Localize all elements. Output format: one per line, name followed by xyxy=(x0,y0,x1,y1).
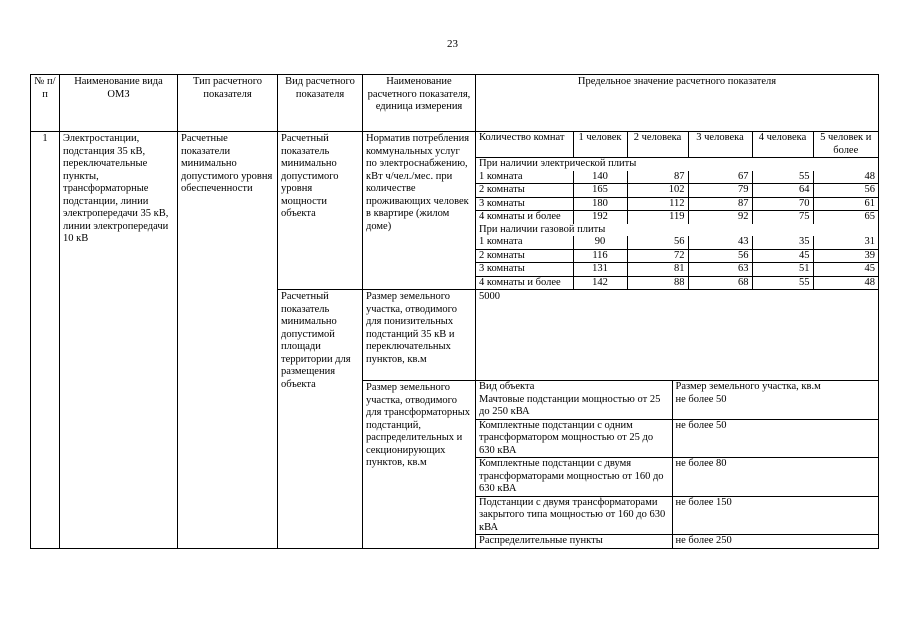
value-cell: 55 xyxy=(752,276,813,289)
table-row xyxy=(476,535,878,548)
header-omz: Наименование вида ОМЗ xyxy=(60,75,178,132)
block1-name: Норматив потребления коммунальных услуг по электроснабжению, кВт ч/чел./мес. при количестве проживающих человек в квартире (жилом доме) xyxy=(363,132,476,290)
size-cell: не более 150 xyxy=(672,496,878,535)
value-cell: 102 xyxy=(627,184,688,198)
row-num: 1 xyxy=(31,132,60,549)
row-type: Расчетные показатели минимально допустимого уровня обеспеченности xyxy=(178,132,278,549)
size-cell: не более 50 xyxy=(672,419,878,458)
value-cell: 61 xyxy=(813,197,878,211)
value-cell: 48 xyxy=(813,171,878,184)
omz-table xyxy=(30,74,879,549)
value-cell: 55 xyxy=(752,171,813,184)
value-cell: 51 xyxy=(752,263,813,277)
gas-title: При наличии газовой плиты xyxy=(479,223,606,235)
value-cell: 92 xyxy=(688,211,752,224)
object-cell: Комплектные подстанции с одним трансформатором мощностью от 25 до 630 кВА xyxy=(476,419,672,458)
rooms-cell: 3 комнаты xyxy=(476,197,573,211)
electric-title: При наличии электрической плиты xyxy=(476,158,878,171)
col-people-5: 5 человек и более xyxy=(813,132,878,158)
rooms-cell: 3 комнаты xyxy=(476,263,573,277)
block2-name-b: Размер земельного участка, отводимого для трансформаторных подстанций, распределительных и секционирующих пунктов, кв.м xyxy=(363,381,476,549)
value-cell: 165 xyxy=(573,184,627,198)
value-cell: 45 xyxy=(813,263,878,277)
value-cell: 75 xyxy=(752,211,813,224)
table-row xyxy=(476,496,878,535)
value-cell: 48 xyxy=(813,276,878,289)
value-cell: 192 xyxy=(573,211,627,224)
table-row xyxy=(476,458,878,497)
value-cell: 87 xyxy=(627,171,688,184)
value-cell: 39 xyxy=(813,249,878,263)
table-row xyxy=(476,236,878,249)
value-cell: 79 xyxy=(688,184,752,198)
rooms-cell: 2 комнаты xyxy=(476,184,573,198)
value-cell: 116 xyxy=(573,249,627,263)
gas-title-row xyxy=(476,224,878,237)
col-object: Вид объекта xyxy=(476,381,672,394)
col-people-1: 1 человек xyxy=(573,132,627,158)
header-num: № п/п xyxy=(31,75,60,132)
rooms-cell: 1 комната xyxy=(476,171,573,184)
land-header xyxy=(476,381,878,394)
rooms-cell: 2 комнаты xyxy=(476,249,573,263)
value-cell: 119 xyxy=(627,211,688,224)
value-cell: 140 xyxy=(573,171,627,184)
consumption-table xyxy=(476,132,878,289)
object-cell: Подстанции с двумя трансформаторами закрытого типа мощностью от 160 до 630 кВА xyxy=(476,496,672,535)
value-cell: 68 xyxy=(688,276,752,289)
value-cell: 70 xyxy=(752,197,813,211)
value-cell: 72 xyxy=(627,249,688,263)
electric-title-row xyxy=(476,158,878,171)
size-cell: не более 50 xyxy=(672,394,878,420)
object-cell: Мачтовые подстанции мощностью от 25 до 250 кВА xyxy=(476,394,672,420)
value-cell: 65 xyxy=(813,211,878,224)
size-cell: не более 250 xyxy=(672,535,878,548)
land-table xyxy=(476,381,878,548)
row-omz: Электростанции, подстанция 35 кВ, переключательные пункты, трансформаторные подстанции, линии электропередачи 35 кВ, линии электропередачи 10 кВ xyxy=(60,132,178,549)
col-people-3: 3 человека xyxy=(688,132,752,158)
table-row xyxy=(31,132,879,290)
value-cell: 67 xyxy=(688,171,752,184)
table-row xyxy=(476,249,878,263)
value-cell: 131 xyxy=(573,263,627,277)
block2-kind: Расчетный показатель минимально допустимой площади территории для размещения объекта xyxy=(278,290,363,549)
land-cell xyxy=(476,381,879,549)
block1-kind: Расчетный показатель минимально допустимого уровня мощности объекта xyxy=(278,132,363,290)
value-cell: 87 xyxy=(688,197,752,211)
header-name: Наименование расчетного показателя, единица измерения xyxy=(363,75,476,132)
value-cell: 56 xyxy=(688,249,752,263)
block2-name-a: Размер земельного участка, отводимого для понизительных подстанций 35 кВ и переключательных пунктов, кв.м xyxy=(363,290,476,381)
table-row xyxy=(476,197,878,211)
value-cell: 43 xyxy=(688,236,752,249)
value-cell: 81 xyxy=(627,263,688,277)
value-cell: 90 xyxy=(573,236,627,249)
col-people-4: 4 человека xyxy=(752,132,813,158)
electric-rows xyxy=(476,171,878,224)
value-cell: 88 xyxy=(627,276,688,289)
consumption-header xyxy=(476,132,878,158)
header-kind: Вид расчетного показателя xyxy=(278,75,363,132)
block2-value-a: 5000 xyxy=(476,290,879,381)
object-cell: Распределительные пункты xyxy=(476,535,672,548)
table-row xyxy=(476,263,878,277)
value-cell: 64 xyxy=(752,184,813,198)
table-row xyxy=(476,171,878,184)
header-row xyxy=(31,75,879,132)
value-cell: 180 xyxy=(573,197,627,211)
value-cell: 142 xyxy=(573,276,627,289)
rooms-cell: 4 комнаты и более xyxy=(476,276,573,289)
table-row xyxy=(476,211,878,224)
value-cell: 63 xyxy=(688,263,752,277)
size-cell: не более 80 xyxy=(672,458,878,497)
table-row xyxy=(476,394,878,420)
col-people-2: 2 человека xyxy=(627,132,688,158)
object-cell: Комплектные подстанции с двумя трансформаторами мощностью от 160 до 630 кВА xyxy=(476,458,672,497)
value-cell: 56 xyxy=(813,184,878,198)
consumption-cell xyxy=(476,132,879,290)
value-cell: 45 xyxy=(752,249,813,263)
table-row xyxy=(476,419,878,458)
rooms-cell: 1 комната xyxy=(476,236,573,249)
value-cell: 35 xyxy=(752,236,813,249)
header-limit: Предельное значение расчетного показателя xyxy=(476,75,879,132)
land-rows xyxy=(476,394,878,548)
value-cell: 112 xyxy=(627,197,688,211)
gas-rows xyxy=(476,236,878,289)
page-number: 23 xyxy=(447,38,458,50)
header-type: Тип расчетного показателя xyxy=(178,75,278,132)
col-size: Размер земельного участка, кв.м xyxy=(672,381,878,394)
rooms-cell: 4 комнаты и более xyxy=(476,211,573,224)
table-row xyxy=(476,276,878,289)
col-rooms: Количество комнат xyxy=(476,132,573,158)
value-cell: 56 xyxy=(627,236,688,249)
table-row xyxy=(476,184,878,198)
value-cell: 31 xyxy=(813,236,878,249)
